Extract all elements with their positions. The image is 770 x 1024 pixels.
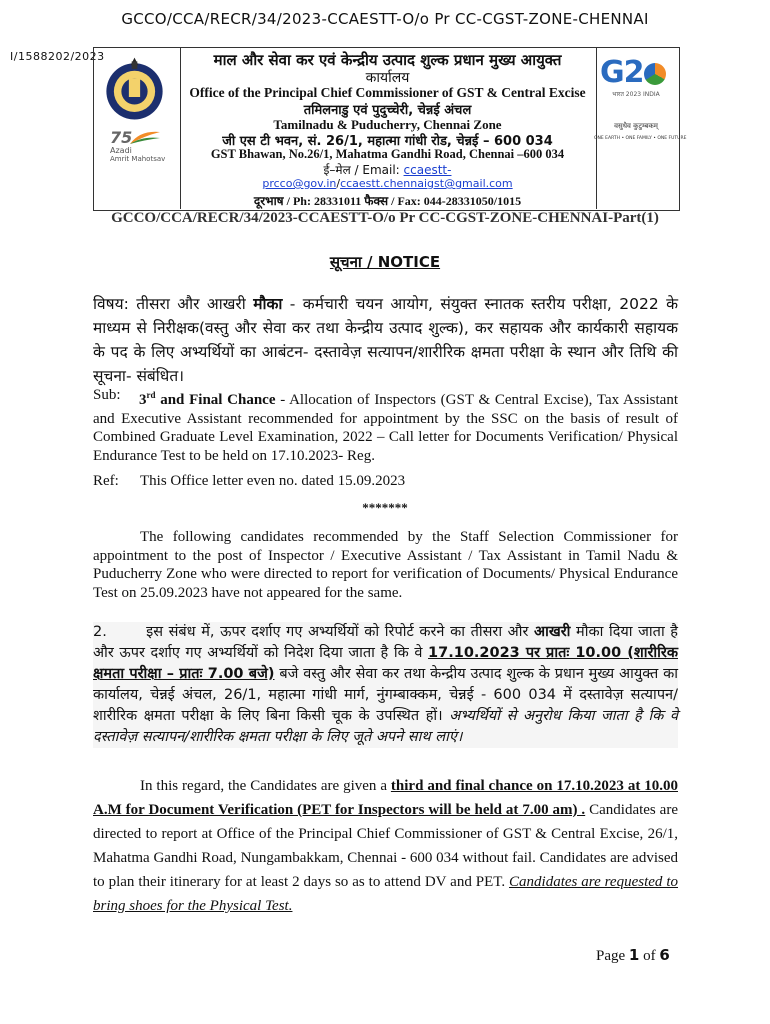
ref-text: This Office letter even no. dated 15.09.2023 xyxy=(140,473,406,489)
email-line-2: prcco@gov.in/ccaestt.chennaigst@gmail.com xyxy=(262,177,513,190)
cbic-emblem-icon xyxy=(97,52,172,127)
azadi-ka-amrit-mahotsav-logo: 75 Azadi Amrit Mahotsav xyxy=(110,128,166,163)
phone-fax-line: दूरभाष / Ph: 28331011 फैक्स / Fax: 044-28331050/1015 xyxy=(253,194,522,208)
g20-globe-icon xyxy=(644,63,666,85)
email-link-2[interactable]: prcco@gov.in xyxy=(262,177,337,190)
tricolor-flame-icon xyxy=(130,130,162,146)
hindi-subject: विषय: तीसरा और आखरी मौका - कर्मचारी चयन आयोग, संयुक्त स्नातक स्तरीय परीक्षा, 2022 के माध्यम से निरीक्षक(वस्तु और सेवा कर तथा केन्द्रीय उत्पाद शुल्क), कर सहायक और कार्यकारी सहायक के पद के लिए अभ्यर्थियों का आबंटन- दस्तावेज़ सत्यापन/शारीरिक क्षमता परीक्षा के स्थान और तिथि की सूचना- संबंधित। xyxy=(93,295,679,385)
document-reference-top: GCCO/CCA/RECR/34/2023-CCAESTT-O/o Pr CC-CGST-ZONE-CHENNAI xyxy=(121,10,649,28)
hindi-office-title: माल और सेवा कर एवं केन्द्रीय उत्पाद शुल्क प्रधान मुख्य आयुक्त xyxy=(213,51,562,69)
office-title-english: Office of the Principal Chief Commissioner of GST & Central Excise xyxy=(189,85,586,100)
subject-label: Sub: xyxy=(93,387,121,403)
subject-text: 3rd and Final Chance - Allocation of Inspectors (GST & Central Excise), Tax Assistant and Executive Assistant recommended for appointment by the SSC on the basis of result of Combined Graduate Level Examination, 2022 – Call letter for Documents Verification/ Physical Endurance Test to be held on 17.10.2023- Reg. xyxy=(93,390,679,464)
paragraph-3: In this regard, the Candidates are given a third and final chance on 17.10.2023 at 10.00 A.M for Document Verification (PET for Inspectors will be held at 7.00 am) . Candidates are directed to report at Office of the Principal Chief Commissioner of GST & Central Excise, 26/1, Mahatma Gandhi Road, Nungambakkam, Chennai - 600 034 without fail. Candidates are advised to plan their itinerary for at least 2 days so as to attend DV and PET. Candidates are requested to bring shoes for the Physical Test. xyxy=(93,778,679,914)
document-reference: GCCO/CCA/RECR/34/2023-CCAESTT-O/o Pr CC-CGST-ZONE-CHENNAI-Part(1) xyxy=(111,210,659,226)
ref-label: Ref: xyxy=(93,473,119,489)
file-number: I/1588202/2023 xyxy=(10,50,105,63)
email-link-1[interactable]: ccaestt- xyxy=(403,163,452,177)
g20-logo: G2 भारत 2023 INDIA xyxy=(600,55,672,98)
address-english: GST Bhawan, No.26/1, Mahatma Gandhi Road, Chennai –600 034 xyxy=(210,147,565,161)
paragraph-1: The following candidates recommended by the Staff Selection Commissioner for appointment to the post of Inspector / Executive Assistant / Tax Assistant in Tamil Nadu & Puducherry Zone who were directed to report for verification of Documents/ Physical Endurance Test on 25.09.2023 have not appeared for the same. xyxy=(93,529,678,601)
g20-motto: ONE EARTH • ONE FAMILY • ONE FUTURE xyxy=(594,136,687,141)
email-line: ई–मेल / Email: ccaestt- xyxy=(323,163,452,177)
g20-motto-hindi: वसुधैव कुटुम्बकम् xyxy=(614,122,658,130)
hindi-zone: तमिलनाडु एवं पुदुच्चेरी, चेन्नई अंचल xyxy=(303,103,472,118)
notice-title: सूचना / NOTICE xyxy=(329,253,441,271)
hindi-office-title-line2: कार्यालय xyxy=(365,70,410,86)
separator-stars: ******* xyxy=(362,500,408,515)
hindi-address: जी एस टी भवन, सं. 26/1, महात्मा गांधी रोड, चेन्नई – 600 034 xyxy=(222,134,553,149)
paragraph-2-hindi: 2. इस संबंध में, ऊपर दर्शाए गए अभ्यर्थियों को रिपोर्ट करने का तीसरा और आखरी मौका दिया जाता है और ऊपर दर्शाए गए अभ्यर्थियों को निदेश दिया जाता है कि वे 17.10.2023 पर प्रातः 10.00 (शारीरिक क्षमता परीक्षा – प्रातः 7.00 बजे) बजे वस्तु और सेवा कर तथा केन्द्रीय उत्पाद शुल्क के प्रधान मुख्य आयुक्त का कार्यालय, चेन्नई अंचल, 26/1, महात्मा गांधी मार्ग, नुंगम्बाक्कम, चेन्नई - 600 034 में दस्तावेज़ सत्यापन/ शारीरिक क्षमता परीक्षा के लिए बिना किसी चूक के उपस्थित हों। अभ्यर्थियों से अनुरोध किया जाता है कि वे दस्तावेज़ सत्यापन/शारीरिक क्षमता परीक्षा के लिए जूते अपने साथ लाएं। xyxy=(93,622,678,748)
zone-english: Tamilnadu & Puducherry, Chennai Zone xyxy=(273,117,502,132)
page-number: Page 1 of 6 xyxy=(596,946,670,964)
email-link-3[interactable]: ccaestt.chennaigst@gmail.com xyxy=(340,177,513,190)
